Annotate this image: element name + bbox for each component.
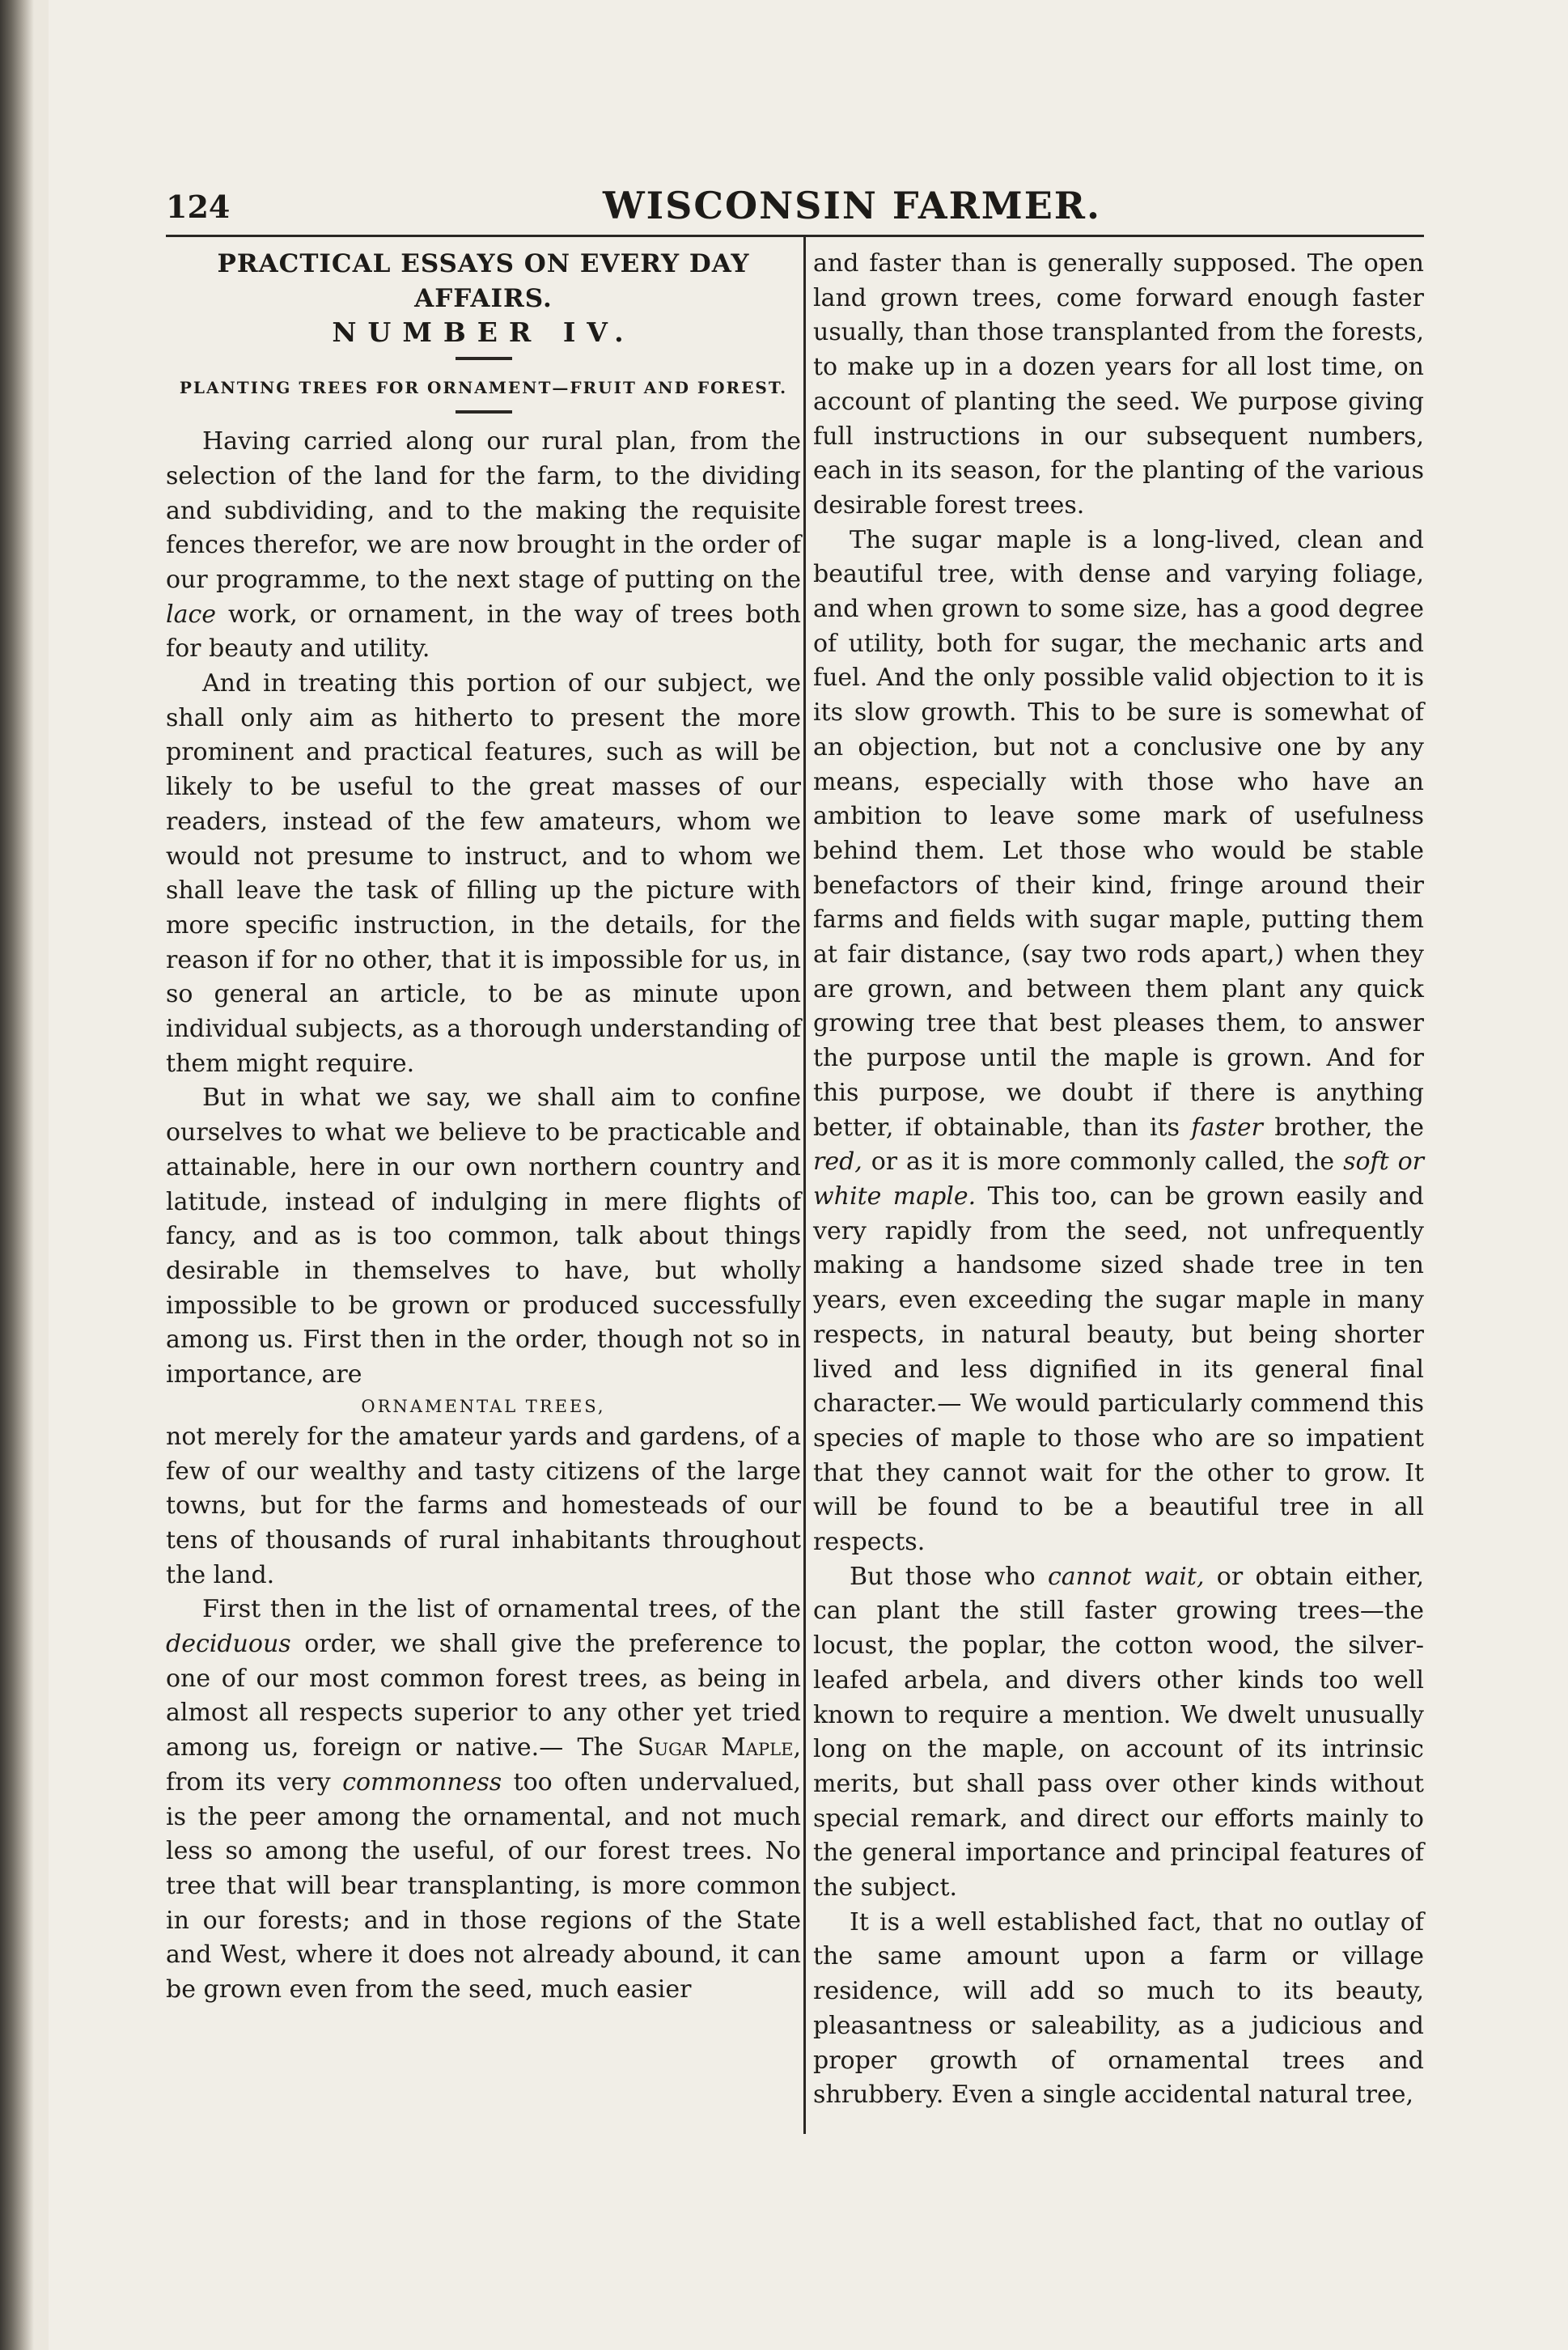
paragraph-3: But in what we say, we shall aim to confine ourselves to what we believe to be practicable and attainable, here in our own northern country and latitude, instead of indulging in mere flights of fancy, and as is too common, talk about things desirable in themselves to have, but wholly impossible to be grown or produced successfully among us. First then in the order, though not so in importance, are — [166, 1084, 801, 1389]
sugar-maple-smallcaps: Sugar Maple, — [637, 1733, 801, 1762]
left-column — [166, 247, 801, 2008]
section-heading: ORNAMENTAL TREES, — [361, 1396, 606, 1416]
header-rule — [166, 235, 1424, 237]
title-rule — [456, 357, 512, 360]
page-header — [166, 182, 1424, 231]
paragraph-5: First then in the list of ornamental trees, of the deciduous order, we shall give the preference to one of our most common forest trees, as being in almost all respects superior to any other yet tried among us, foreign or native.— The Sugar Maple, from its very commonness too often undervalued, is the peer among the ornamental, and not much less so among the useful, of our forest trees. No tree that will bear transplanting, is more common in our forests; and in those regions of the State and West, where it does not already abound, it can be grown even from the seed, much easier — [166, 1595, 801, 2004]
emphasis-lace: lace — [166, 600, 217, 629]
journal-title: WISCONSIN FARMER. — [603, 184, 1102, 227]
emphasis-cannot-wait: cannot wait, — [1047, 1562, 1205, 1591]
emphasis-deciduous: deciduous — [166, 1630, 291, 1659]
paragraph-4: not merely for the amateur yards and gardens, of a few of our wealthy and tasty citizens of the large towns, but for the farms and homesteads of our tens of thousands of rural inhabitants throughout the land. — [166, 1422, 801, 1589]
emphasis-faster: faster — [1191, 1113, 1263, 1142]
emphasis-commonness: commonness — [342, 1767, 502, 1796]
page-number: 124 — [166, 189, 231, 225]
binding-edge — [0, 0, 34, 2350]
subtitle-rule — [456, 410, 512, 414]
essay-title: PRACTICAL ESSAYS ON EVERY DAY AFFAIRS. — [217, 249, 750, 313]
emphasis-soft-maple: soft or white maple. — [813, 1147, 1424, 1211]
paragraph-9: It is a well established fact, that no outlay of the same amount upon a farm or village residence, will add so much to its beauty, pleasantness or saleability, as a judicious and proper growth of ornamental trees and shrubbery. Even a single accidental natural tree, — [813, 1907, 1424, 2110]
essay-subtitle: PLANTING TREES FOR ORNAMENT—FRUIT AND FOREST. — [179, 378, 788, 398]
paragraph-6: and faster than is generally supposed. The open land grown trees, come forward enough faster usually, than those transplanted from the forests, to make up in a dozen years for all lost time, on account of planting the seed. We purpose giving full instructions in our subsequent numbers, each in its season, for the planting of the various desirable forest trees. — [813, 249, 1424, 520]
column-divider — [803, 236, 806, 2134]
paragraph-1: Having carried along our rural plan, from the selection of the land for the farm, to the dividing and subdividing, and to the making the requisite fences therefor, we are now brought in the order of our programme, to the next stage of putting on the lace work, or ornament, in the way of trees both for beauty and utility. — [166, 427, 801, 664]
essay-number: NUMBER IV. — [332, 316, 635, 349]
paragraph-7: The sugar maple is a long-lived, clean and beautiful tree, with dense and varying foliage, and when grown to some size, has a good degree of utility, both for sugar, the mechanic arts and fuel. And the only possible valid objection to it is its slow growth. This to be sure is somewhat of an objection, but not a conclusive one by any means, especially with those who have an ambition to leave some mark of usefulness behind them. Let those who would be stable benefactors of their kind, fringe around their farms and fields with sugar maple, putting them at fair distance, (say two rods apart,) when they are grown, and between them plant any quick growing tree that best pleases them, to answer the purpose until the maple is grown. And for this purpose, we doubt if there is anything better, if obtainable, than its faster brother, the red, or as it is more commonly called, the soft or white maple. This too, can be grown easily and very rapidly from the seed, not unfrequently making a handsome sized shade tree in ten years, even exceeding the sugar maple in many respects, in natural beauty, but being shorter lived and less dignified in its general final character.— We would particularly commend this species of maple to those who are so impatient that they cannot wait for the other to grow. It will be found to be a beautiful tree in all respects. — [813, 525, 1424, 1557]
paragraph-2: And in treating this portion of our subject, we shall only aim as hitherto to present the more prominent and practical features, such as will be likely to be useful to the great masses of our readers, instead of the few amateurs, whom we would not presume to instruct, and to whom we shall leave the task of filling up the picture with more specific instruction, in the details, for the reason if for no other, that it is impossible for us, in so general an article, to be as minute upon individual subjects, as a thorough understanding of them might require. — [166, 669, 801, 1078]
right-column — [813, 247, 1424, 2113]
emphasis-red: red, — [813, 1147, 862, 1177]
paragraph-8: But those who cannot wait, or obtain either, can plant the still faster growing trees—the locust, the poplar, the cotton wood, the silver-leafed arbela, and divers other kinds too well known to require a mention. We dwelt unusually long on the maple, on account of its intrinsic merits, but shall pass over other kinds without special remark, and direct our efforts mainly to the general importance and principal features of the subject. — [813, 1562, 1424, 1902]
